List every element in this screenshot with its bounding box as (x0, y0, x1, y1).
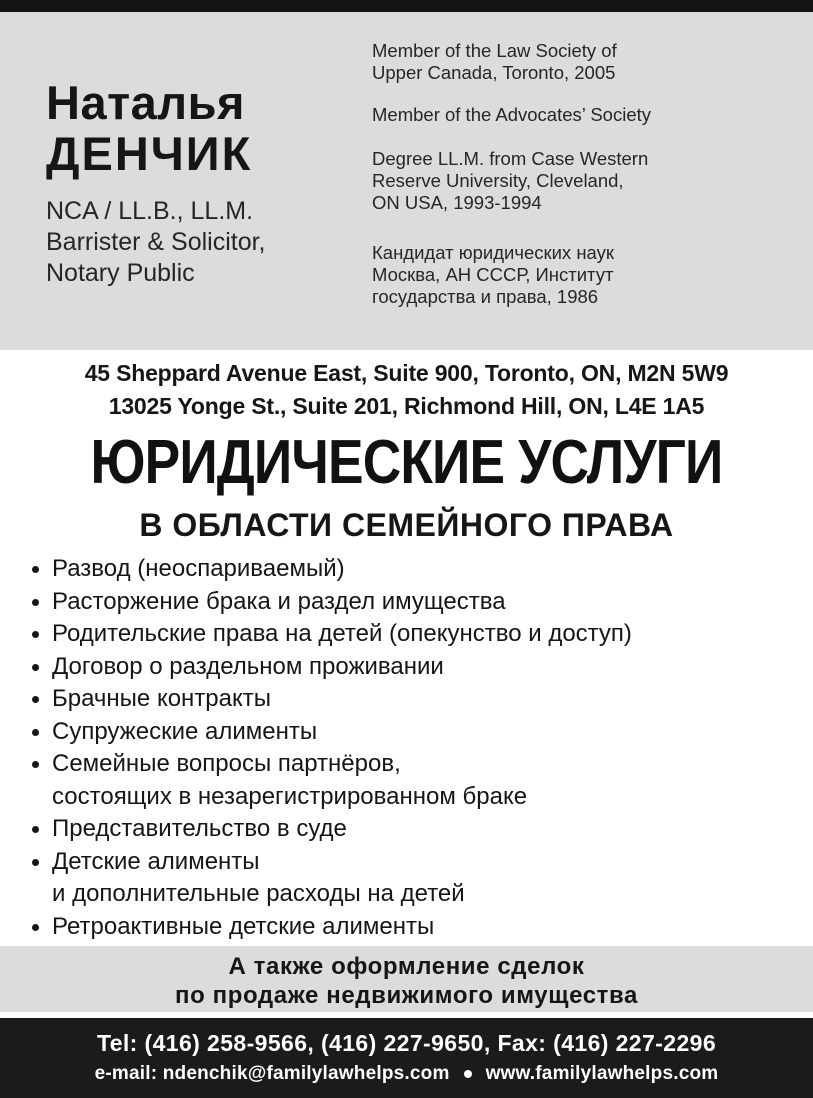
credential-line: государства и права, 1986 (372, 286, 599, 307)
bullet-separator-icon (464, 1070, 472, 1078)
credential-line: Member of the Law Society of (372, 40, 617, 61)
service-item: Развод (неоспариваемый) (30, 553, 810, 586)
lawyer-title-line: NCA / LL.B., LL.M. (46, 197, 254, 225)
lawyer-name-block (46, 78, 356, 289)
services-list (30, 553, 810, 943)
lawyer-first-name: Наталья (46, 76, 245, 129)
credential-line: Reserve University, Cleveland, (372, 170, 624, 191)
bullet-icon (32, 859, 39, 866)
contact-panel (0, 1018, 813, 1098)
bullet-icon (32, 696, 39, 703)
service-item: Ретроактивные детские алименты (30, 911, 810, 944)
website-text: www.familylawhelps.com (485, 1063, 719, 1084)
credential-line: Кандидат юридических наук (372, 242, 614, 263)
service-item: Договор о раздельном проживании (30, 651, 810, 684)
service-item: Семейные вопросы партнёров, состоящих в незарегистрированном браке (30, 748, 810, 813)
real-estate-panel (0, 946, 813, 1012)
subheadline: В ОБЛАСТИ СЕМЕЙНОГО ПРАВА (139, 507, 674, 543)
real-estate-line: А также оформление сделок (228, 953, 585, 980)
service-item: Родительские права на детей (опекунство и доступ) (30, 618, 810, 651)
phone-numbers: Tel: (416) 258-9566, (416) 227-9650, Fax: (416) 227-2296 (96, 1030, 717, 1056)
service-item: Брачные контракты (30, 683, 810, 716)
credential-line: Upper Canada, Toronto, 2005 (372, 62, 616, 83)
lawyer-last-name: ДЕНЧИК (46, 127, 253, 180)
bullet-icon (32, 761, 39, 768)
credential-line: Member of the Advocates’ Society (372, 104, 652, 125)
bullet-icon (32, 566, 39, 573)
bullet-icon (32, 599, 39, 606)
credential-line: Degree LL.M. from Case Western (372, 148, 649, 169)
top-border-bar (0, 0, 813, 12)
headline: ЮРИДИЧЕСКИЕ УСЛУГИ (90, 428, 723, 497)
credential-line: ON USA, 1993-1994 (372, 192, 542, 213)
bullet-icon (32, 729, 39, 736)
email-text: e-mail: ndenchik@familylawhelps.com (94, 1063, 450, 1084)
service-item: Детские алименты и дополнительные расходы на детей (30, 846, 810, 911)
lawyer-title-line: Notary Public (46, 259, 195, 287)
credentials-list (372, 40, 792, 328)
real-estate-line: по продаже недвижимого имущества (175, 982, 638, 1009)
credential-line: Москва, АН СССР, Институт (372, 264, 614, 285)
credential-llm-degree (372, 148, 792, 214)
address-richmond-hill: 13025 Yonge St., Suite 201, Richmond Hill, ON, L4E 1A5 (108, 393, 705, 419)
bullet-icon (32, 924, 39, 931)
web-contacts (0, 1060, 813, 1088)
address-toronto: 45 Sheppard Avenue East, Suite 900, Toronto, ON, M2N 5W9 (84, 360, 729, 386)
credential-advocates-society (372, 104, 792, 126)
bullet-icon (32, 664, 39, 671)
service-item: Представительство в суде (30, 813, 810, 846)
service-item: Супружеские алименты (30, 716, 810, 749)
lawyer-title-line: Barrister & Solicitor, (46, 228, 266, 256)
credential-law-society (372, 40, 792, 84)
bullet-icon (32, 631, 39, 638)
bullet-icon (32, 826, 39, 833)
service-item: Расторжение брака и раздел имущества (30, 586, 810, 619)
credential-phd (372, 242, 792, 308)
